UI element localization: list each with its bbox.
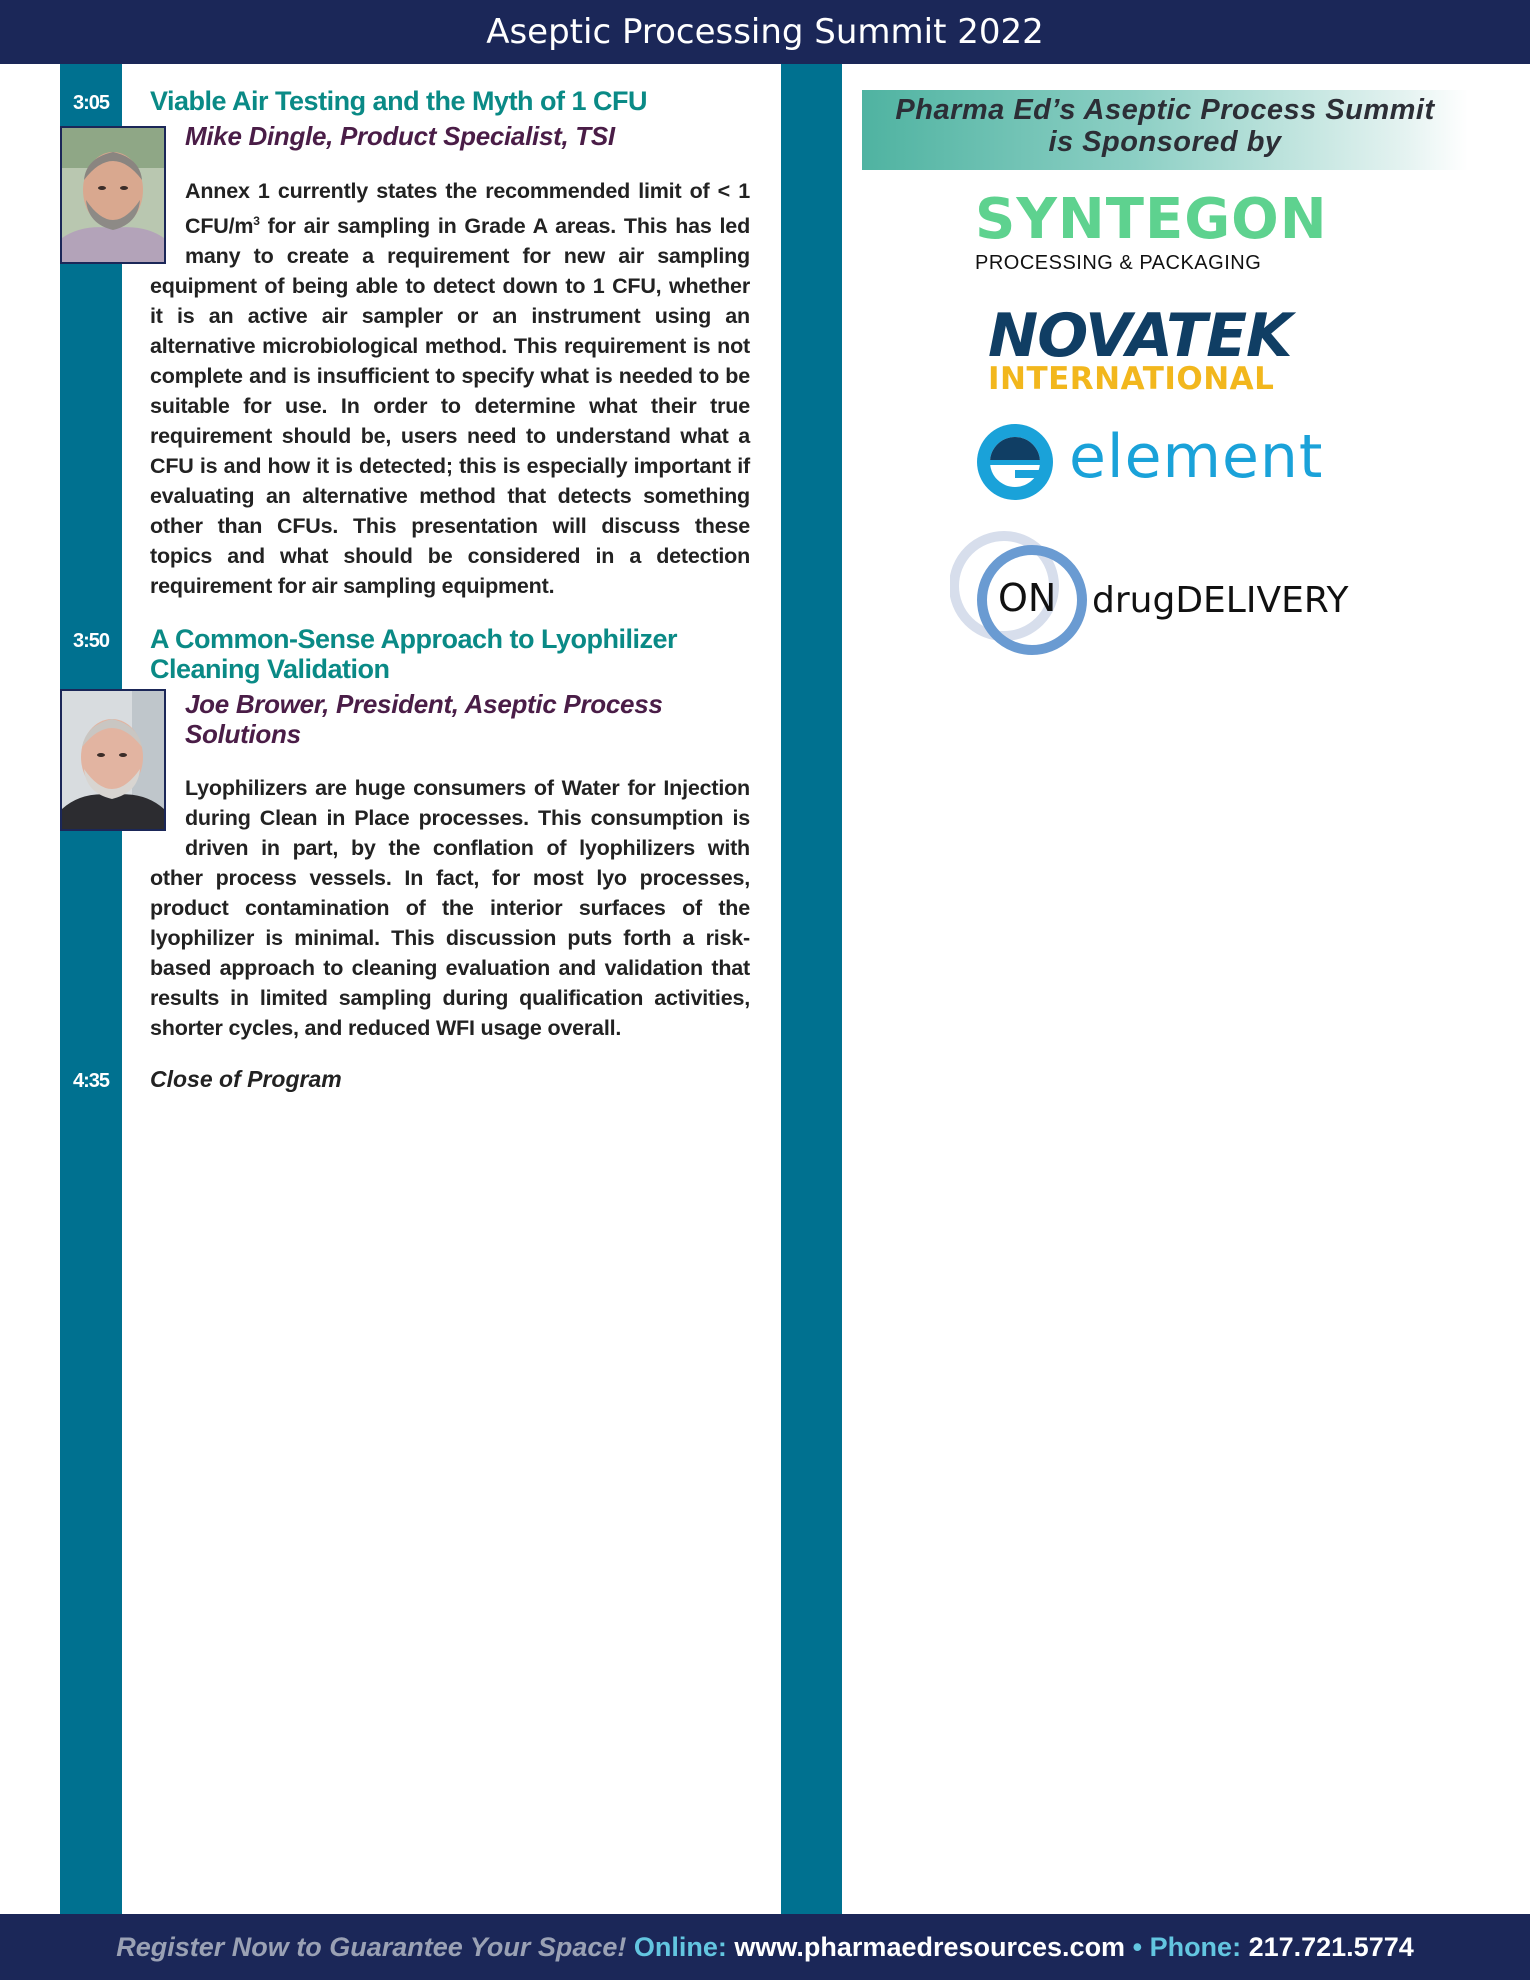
session-speaker: Joe Brower, President, Aseptic Process Solutions	[185, 689, 663, 749]
footer-online-label: Online:	[633, 1932, 727, 1962]
session-title: A Common-Sense Approach to Lyophilizer Cleaning Validation	[150, 624, 678, 684]
page-header	[0, 0, 1530, 64]
header-title: Aseptic Processing Summit 2022	[486, 12, 1044, 52]
syntegon-logo-sub: PROCESSING & PACKAGING	[975, 252, 1262, 274]
session-abstract: Lyophilizers are huge consumers of Water for Injection during Clean in Place processes. This consumption is driven in part, by the conflation of lyophilizers with other process vessels. In fact, for most lyo processes, product contamination of the interior surfaces of the lyophilizer is minimal. This discussion puts forth a risk-based approach to cleaning evaluation and validation that results in limited sampling during qualification activities, shorter cycles, and reduced WFI usage overall.	[150, 776, 750, 1040]
session-time: 3:05	[72, 92, 110, 114]
session-abstract: Annex 1 currently states the recommended limit of < 1 CFU/$m^3$ for air sampling in Grade A areas. This has led many to create a requirement for new air sampling equipment of being able to detect down to 1 CFU, whether it is an active air sampler or an instrument using an alternative microbiological method. This requirement is not complete and is insufficient to specify what is needed to be suitable for use. In order to determine what their true requirement should be, users need to understand what a CFU is and how it is detected; this is especially important if evaluating an alternative method that detects something other than CFUs. This presentation will discuss these topics and what should be considered in a detection requirement for air sampling equipment.	[150, 179, 750, 599]
time-rail	[60, 64, 122, 1914]
ondrugdelivery-logo	[950, 528, 1350, 658]
footer-phone[interactable]: 217.721.5774	[1248, 1932, 1414, 1962]
footer-tagline: Register Now to Guarantee Your Space!	[116, 1932, 627, 1962]
sponsor-banner	[862, 90, 1468, 170]
novatek-logo	[988, 301, 1328, 397]
page-footer	[0, 1914, 1530, 1980]
session-title: Viable Air Testing and the Myth of 1 CFU	[150, 86, 648, 116]
novatek-logo-word: NOVATEK	[988, 301, 1292, 371]
element-logo-word: element	[1069, 422, 1324, 492]
element-logo-icon	[977, 420, 1057, 500]
close-of-program: Close of Program	[150, 1066, 342, 1092]
element-logo	[977, 420, 1337, 500]
column-divider	[781, 64, 842, 1914]
footer-url[interactable]: www.pharmaedresources.com	[734, 1932, 1126, 1962]
novatek-logo-sub: INTERNATIONAL	[988, 361, 1275, 397]
ondrugdelivery-logo-word: drugDELIVERY	[1092, 580, 1349, 621]
session-time: 4:35	[72, 1070, 110, 1092]
ondrugdelivery-logo-on: ON	[998, 576, 1057, 620]
syntegon-logo-word: SYNTEGON	[975, 187, 1328, 252]
session-speaker: Mike Dingle, Product Specialist, TSI	[185, 121, 615, 151]
footer-separator: •	[1132, 1932, 1143, 1962]
speaker-photo-image	[62, 691, 164, 829]
session-time: 3:50	[72, 630, 110, 652]
sponsor-banner-text: Pharma Ed’s Aseptic Process Summit is Sponsored by	[895, 94, 1435, 158]
footer-phone-label: Phone:	[1149, 1932, 1242, 1962]
syntegon-logo	[975, 187, 1375, 275]
speaker-photo-image	[62, 128, 164, 262]
